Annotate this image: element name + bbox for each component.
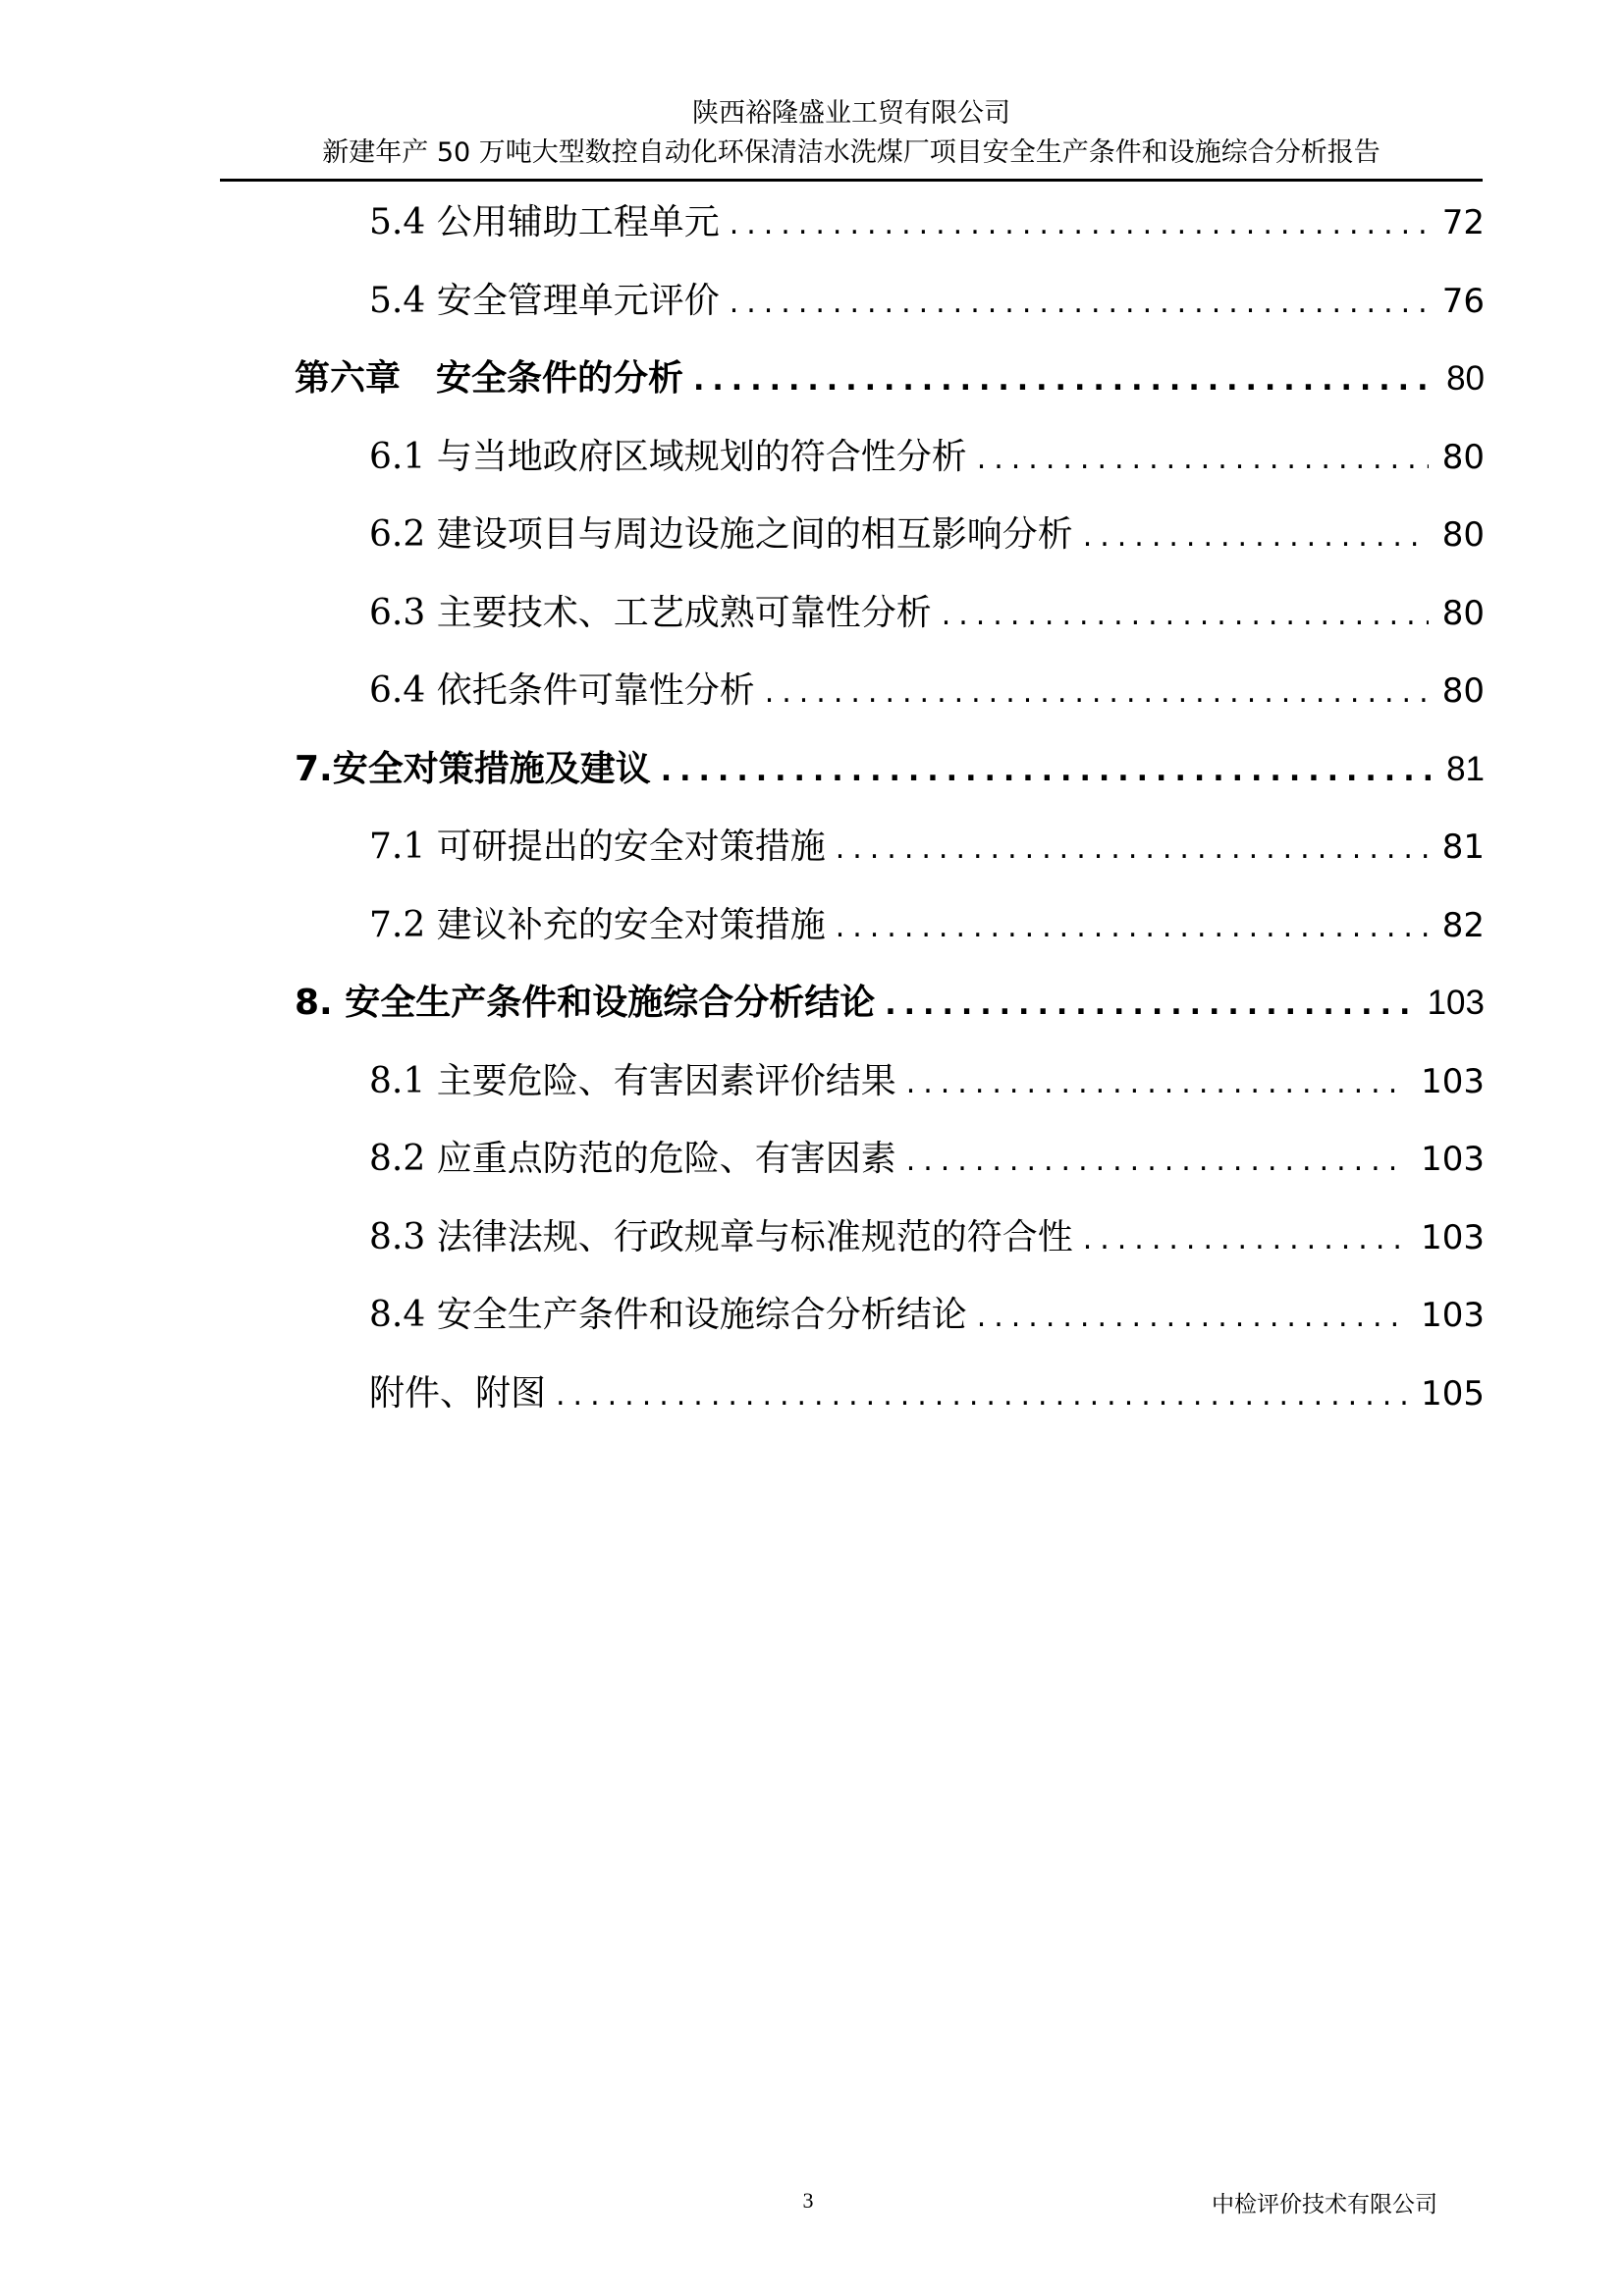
toc-section-entry[interactable] (369, 1287, 1485, 1346)
toc-entry-label: 8.1 主要危险、有害因素评价结果 (369, 1061, 896, 1101)
toc-entry-label: 8.2 应重点防范的危险、有害因素 (369, 1139, 896, 1179)
toc-dot-leader (730, 207, 1429, 241)
toc-section-entry[interactable] (369, 663, 1485, 721)
toc-entry-page-number: 80 (1441, 594, 1485, 633)
toc-chapter-entry[interactable] (295, 741, 1485, 800)
toc-dot-leader (1083, 519, 1429, 554)
toc-entry-label: 8.3 法律法规、行政规章与标准规范的符合性 (369, 1217, 1073, 1257)
toc-entry-page-number: 82 (1441, 906, 1485, 945)
toc-entry-page-number: 103 (1421, 1140, 1485, 1179)
toc-dot-leader (1083, 1222, 1407, 1256)
toc-entry-label: 7.1 可研提出的安全对策措施 (369, 827, 826, 867)
toc-entry-label: 6.4 依托条件可靠性分析 (369, 670, 755, 711)
toc-section-entry[interactable] (369, 1131, 1485, 1190)
toc-section-entry[interactable] (369, 507, 1485, 565)
toc-section-entry[interactable] (369, 194, 1485, 253)
toc-entry-label: 附件、附图 (369, 1373, 547, 1414)
toc-chapter-entry[interactable] (295, 350, 1485, 409)
toc-entry-page-number: 105 (1421, 1374, 1485, 1414)
toc-entry-page-number: 81 (1441, 828, 1485, 867)
toc-dot-leader (836, 910, 1429, 944)
toc-entry-label: 第六章 安全条件的分析 (295, 358, 684, 399)
toc-entry-label: 6.1 与当地政府区域规划的符合性分析 (369, 437, 967, 477)
toc-section-entry[interactable] (369, 1365, 1485, 1424)
toc-chapter-entry[interactable] (295, 975, 1485, 1034)
toc-dot-leader (942, 598, 1429, 632)
toc-dot-leader (977, 442, 1429, 476)
toc-entry-page-number: 80 (1441, 515, 1485, 555)
toc-dot-leader (556, 1378, 1407, 1413)
toc-entry-label: 8.4 安全生产条件和设施综合分析结论 (369, 1295, 967, 1335)
toc-section-entry[interactable] (369, 819, 1485, 878)
toc-section-entry[interactable] (369, 1209, 1485, 1268)
toc-dot-leader (906, 1144, 1407, 1178)
toc-entry-label: 8. 安全生产条件和设施综合分析结论 (295, 983, 876, 1023)
toc-entry-page-number: 103 (1421, 1296, 1485, 1335)
toc-entry-page-number: 81 (1446, 750, 1485, 788)
header-report-title: 新建年产 50 万吨大型数控自动化环保清洁水洗煤厂项目安全生产条件和设施综合分析报告 (322, 137, 1380, 168)
toc-dot-leader (765, 675, 1429, 710)
toc-dot-leader (693, 363, 1433, 398)
toc-entry-label: 6.2 建设项目与周边设施之间的相互影响分析 (369, 514, 1073, 555)
toc-entry-label: 7.2 建议补充的安全对策措施 (369, 905, 826, 945)
toc-entry-page-number: 72 (1441, 203, 1485, 242)
toc-dot-leader (836, 831, 1429, 866)
header-divider (220, 179, 1483, 182)
toc-dot-leader (730, 286, 1429, 320)
toc-dot-leader (885, 988, 1413, 1022)
header-company: 陕西裕隆盛业工贸有限公司 (692, 98, 1010, 129)
toc-dot-leader (661, 754, 1433, 788)
toc-entry-label: 7.安全对策措施及建议 (295, 749, 651, 789)
toc-section-entry[interactable] (369, 585, 1485, 644)
toc-entry-label: 5.4 安全管理单元评价 (369, 281, 720, 321)
toc-dot-leader (977, 1300, 1407, 1334)
toc-entry-label: 5.4 公用辅助工程单元 (369, 202, 720, 242)
toc-entry-page-number: 76 (1441, 282, 1485, 321)
toc-section-entry[interactable] (369, 1053, 1485, 1112)
toc-entry-page-number: 80 (1446, 359, 1485, 398)
toc-entry-page-number: 103 (1421, 1218, 1485, 1257)
toc-entry-page-number: 103 (1427, 984, 1485, 1022)
toc-section-entry[interactable] (369, 897, 1485, 956)
toc-section-entry[interactable] (369, 429, 1485, 488)
footer-page-number: 3 (802, 2188, 814, 2213)
toc-entry-label: 6.3 主要技术、工艺成熟可靠性分析 (369, 593, 932, 633)
toc-entry-page-number: 80 (1441, 438, 1485, 477)
toc-entry-page-number: 80 (1441, 671, 1485, 711)
footer-company: 中检评价技术有限公司 (1212, 2192, 1437, 2217)
toc-section-entry[interactable] (369, 273, 1485, 332)
page-header (220, 94, 1483, 173)
toc-dot-leader (906, 1066, 1407, 1100)
toc-entry-page-number: 103 (1421, 1062, 1485, 1101)
